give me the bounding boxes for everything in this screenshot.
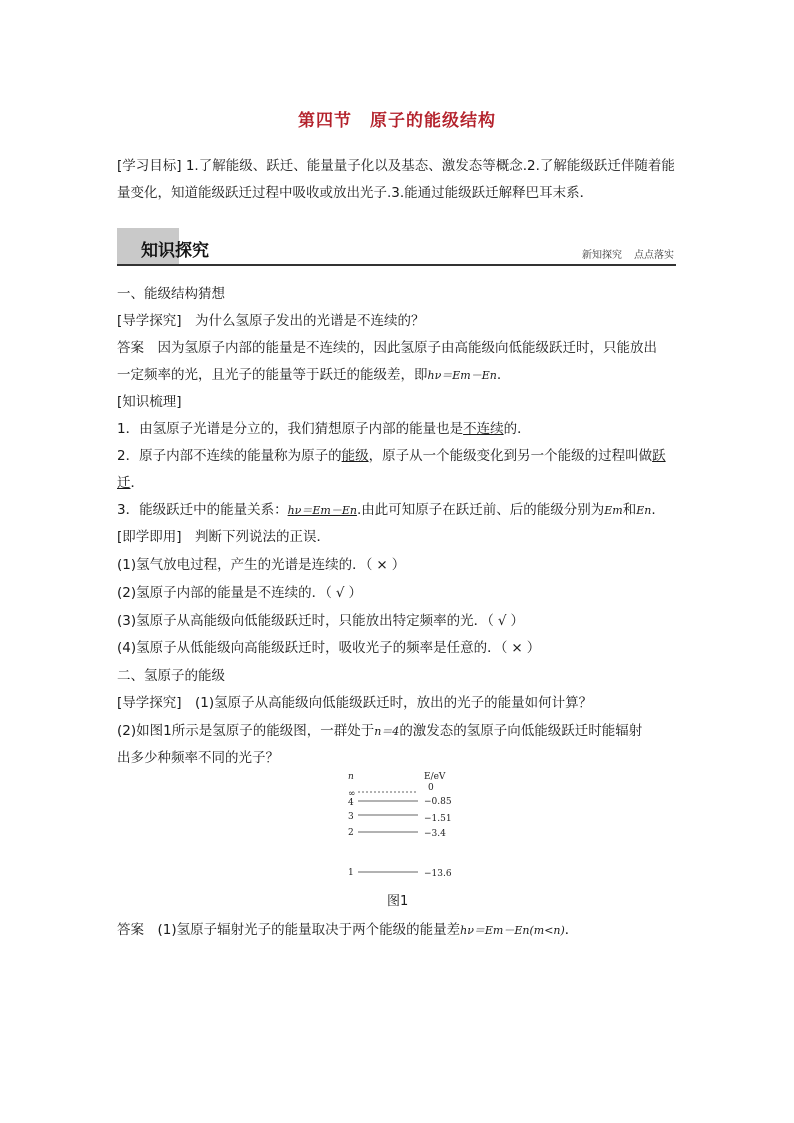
fill-blank-transition-a: 跃 (652, 448, 666, 464)
title-topic: 原子的能级结构 (370, 111, 496, 131)
judgement-1: (1)氢气放电过程，产生的光谱是连续的．（ × ） (117, 557, 406, 573)
page-title (0, 106, 794, 131)
fill-blank-transition-b: 迁 (117, 475, 131, 491)
section-banner (117, 228, 676, 266)
practice-label: [即学即用] 判断下列说法的正误． (117, 529, 331, 545)
diagram-n-label: n (348, 772, 354, 782)
learning-objectives: [学习目标] 1.了解能级、跃迁、能量量子化以及基态、激发态等概念.2.了解能级跃迁伴随着能量变化，知道能级跃迁过程中吸收或放出光子.3.能通过能级跃迁解释巴耳末系． (117, 158, 675, 201)
banner-sub-2: 点点落实 (634, 250, 674, 261)
false-mark: × (511, 640, 523, 656)
banner-divider (117, 264, 676, 266)
level-e-4: −0.85 (424, 797, 452, 807)
section2-guide-3: 出多少种频率不同的光子？ (117, 750, 279, 766)
section2-answer: 答案 (1)氢原子辐射光子的能量取决于两个能级的能量差hν＝Em－En(m<n)． (117, 922, 579, 938)
title-section-number: 第四节 (298, 111, 352, 131)
photon-energy-formula: hν＝Em－En(m<n) (460, 924, 565, 937)
false-mark: × (376, 557, 388, 573)
level-n-4: 4 (348, 798, 354, 808)
banner-sub-1: 新知探究 (582, 250, 622, 261)
level-e-3: −1.51 (424, 814, 452, 824)
level-e-2: −3.4 (424, 829, 446, 839)
hydrogen-energy-level-diagram (340, 768, 460, 878)
judgement-4: (4)氢原子从低能级向高能级跃迁时，吸收光子的频率是任意的．（ × ） (117, 640, 541, 656)
judgement-3: (3)氢原子从高能级向低能级跃迁时，只能放出特定频率的光．（ √ ） (117, 613, 524, 629)
review-item-3: 3．能级跃迁中的能量关系：hν＝Em－En.由此可知原子在跃迁前、后的能级分别为Em和En. (117, 502, 656, 518)
true-mark: √ (335, 585, 345, 601)
figure-caption: 图1 (387, 894, 409, 909)
review-item-2-cont: 迁． (117, 475, 144, 491)
section2-guide-1: [导学探究] (1)氢原子从高能级向低能级跃迁时，放出的光子的能量如何计算？ (117, 695, 593, 711)
excited-state-n: n＝4 (374, 725, 400, 738)
section2-guide-2: (2)如图1所示是氢原子的能级图，一群处于n＝4的激发态的氢原子向低能级跃迁时能辐射 (117, 723, 643, 739)
fill-blank-energy-relation: hν＝Em－En (287, 504, 357, 517)
section1-answer-line2: 一定频率的光，且光子的能量等于跃迁的能级差，即hν＝Em－En. (117, 367, 502, 383)
banner-title: 知识探究 (141, 241, 209, 261)
fill-blank-energy-level: 能级 (341, 448, 369, 464)
judgement-2: (2)氢原子内部的能量是不连续的．（ √ ） (117, 585, 362, 601)
section2-heading: 二、氢原子的能级 (117, 668, 225, 684)
review-item-1: 1．由氢原子光谱是分立的，我们猜想原子内部的能量也是不连续的． (117, 421, 531, 437)
level-n-3: 3 (348, 812, 354, 822)
level-n-2: 2 (348, 828, 354, 838)
level-n-1: 1 (348, 868, 354, 878)
section1-answer-line1: 答案 因为氢原子内部的能量是不连续的，因此氢原子由高能级向低能级跃迁时，只能放出 (117, 340, 657, 356)
level-n-inf: ∞ (348, 789, 356, 799)
fill-blank-discontinuous: 不连续 (463, 421, 504, 437)
diagram-e-label: E/eV (424, 772, 446, 782)
level-e-inf: 0 (428, 783, 434, 793)
banner-subtitle (582, 246, 674, 261)
knowledge-review-label: [知识梳理] (117, 394, 182, 410)
section1-guide-question: [导学探究] 为什么氢原子发出的光谱是不连续的？ (117, 313, 425, 329)
level-e-1: −13.6 (424, 869, 452, 878)
section1-heading: 一、能级结构猜想 (117, 286, 225, 302)
true-mark: √ (497, 613, 507, 629)
energy-formula: hν＝Em－En (427, 369, 497, 382)
review-item-2: 2．原子内部不连续的能量称为原子的能级，原子从一个能级变化到另一个能级的过程叫做跃 (117, 448, 666, 464)
